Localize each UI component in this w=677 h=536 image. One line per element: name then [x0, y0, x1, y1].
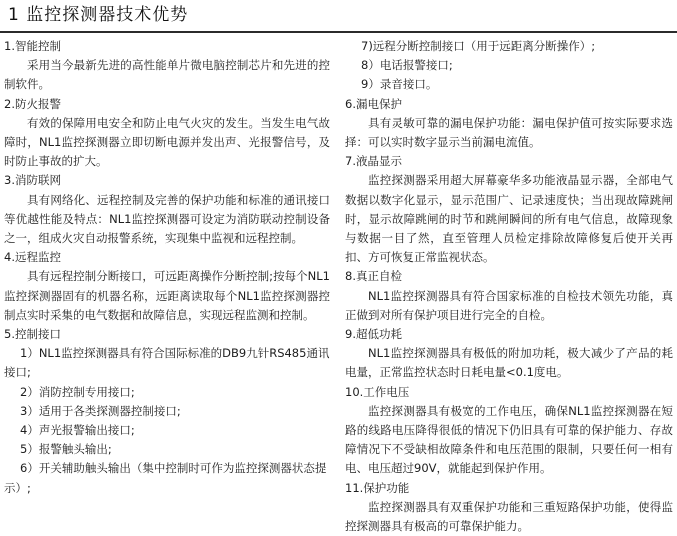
section-paragraph: NL1监控探测器具有极低的附加功耗，极大减少了产品的耗电量，正常监控状态时日耗电量<0.1度电。: [345, 346, 673, 380]
section-paragraph: 采用当今最新先进的高性能单片微电脑控制芯片和先进的控制软件。: [4, 58, 330, 92]
section-heading: 11.保护功能: [345, 480, 410, 495]
list-item: 2）消防控制专用接口;: [20, 384, 135, 399]
section-paragraph: 具有网络化、远程控制及完善的保护功能和标准的通讯接口等优越性能及特点：NL1监控探测器可设定为消防联动控制设备之一，组成火灾自动报警系统，实现集中监视和远程控制。: [4, 192, 330, 246]
list-item: 5）报警触头输出;: [20, 442, 112, 457]
section-paragraph: 有效的保障用电安全和防止电气火灾的发生。当发生电气故障时，NL1监控探测器立即切断电源并发出声、光报警信号，及时防止事故的扩大。: [4, 115, 330, 169]
section-heading: 9.超低功耗: [345, 327, 402, 342]
section-heading: 10.工作电压: [345, 384, 410, 399]
section-paragraph: 监控探测器具有双重保护功能和三重短路保护功能，使得监控探测器具有极高的可靠保护能力。: [345, 499, 673, 534]
list-item: 4）声光报警输出接口;: [20, 423, 135, 438]
section-paragraph: 监控探测器具有极宽的工作电压，确保NL1监控探测器在短路的线路电压降得很低的情况下仍旧具有可靠的保护能力、存故障情况下不受缺相故障条件和电压范围的限制，只要任何一相有电、电压超过90V，就能起到保护作用。: [345, 403, 673, 476]
section-heading: 3.消防联网: [4, 173, 61, 188]
section-paragraph: 具有远程控制分断接口，可远距离操作分断控制;按每个NL1监控探测器固有的机器名称，远距离读取每个NL1监控探测器控制点实时采集的电气数据和故障信息，实现远程监测和控制。: [4, 269, 330, 322]
list-item: 9）录音接口。: [361, 77, 438, 92]
section-paragraph: NL1监控探测器具有符合国家标准的自检技术领先功能，真正做到对所有保护项目进行完全的自检。: [345, 288, 673, 322]
left-column: [4, 37, 330, 498]
list-item: 6）开关辅助触头输出（集中控制时可作为监控探测器状态提示）;: [4, 461, 327, 495]
section-paragraph: 监控探测器采用超大屏幕豪华多功能液晶显示器，全部电气数据以数字化显示，显示范围广、记录速度快；当出现故障跳闸时，显示故障跳闸的时节和跳闸瞬间的所有电气信息，故障现象与数据一目了然，直至管理人员检定排除故障修复后使开关再扣、方可恢复正常监视状态。: [345, 173, 673, 265]
title-divider: [0, 31, 677, 33]
section-heading: 8.真正自检: [345, 269, 402, 284]
section-heading: 7.液晶显示: [345, 154, 402, 169]
section-heading: 2.防火报警: [4, 96, 61, 111]
page-title: 1 监控探测器技术优势: [8, 5, 189, 25]
section-heading: 6.漏电保护: [345, 96, 402, 111]
list-item: 7)远程分断控制接口（用于远距离分断操作）;: [361, 39, 596, 53]
list-item: 1）NL1监控探测器具有符合国际标准的DB9九针RS485通讯接口;: [4, 346, 330, 380]
list-item: 3）适用于各类探测器控制接口;: [20, 403, 181, 418]
right-column: [345, 37, 673, 536]
section-heading: 4.远程监控: [4, 250, 61, 265]
section-heading: 1.智能控制: [4, 39, 61, 53]
section-heading: 5.控制接口: [4, 327, 61, 342]
list-item: 8）电话报警接口;: [361, 58, 453, 73]
section-paragraph: 具有灵敏可靠的漏电保护功能：漏电保护值可按实际要求选择：可以实时数字显示当前漏电流值。: [345, 115, 673, 150]
